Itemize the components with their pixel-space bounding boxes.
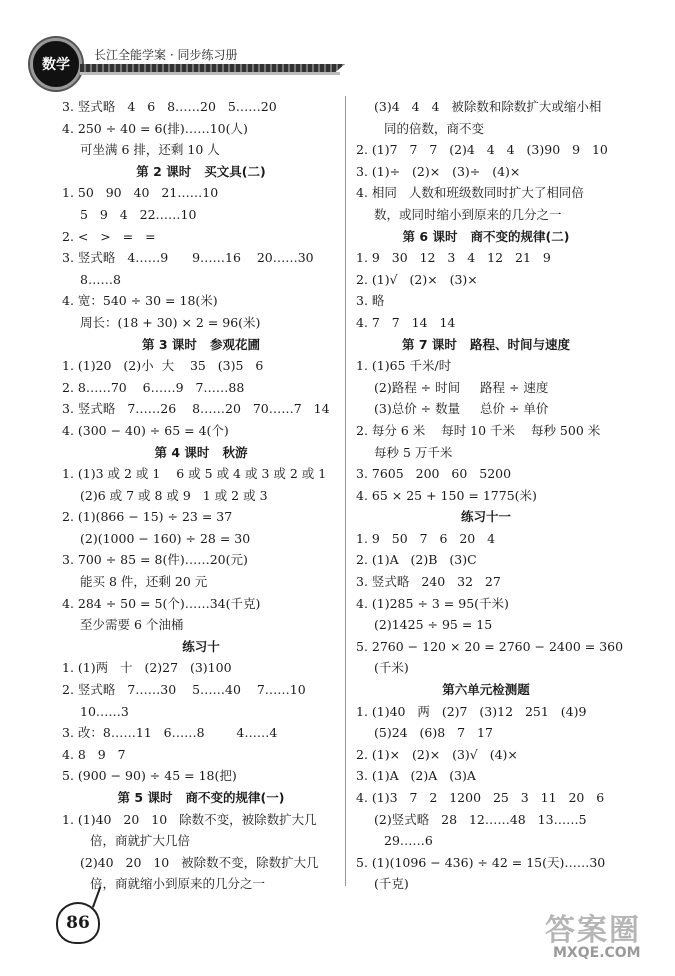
answer-line: 5. (1)(1096 − 436) ÷ 42 = 15(天)……30 bbox=[356, 854, 606, 870]
section-heading: 第 6 课时 商不变的规律(二) bbox=[402, 228, 570, 244]
answer-line: 3. 竖式略 240 32 27 bbox=[356, 574, 501, 590]
section-heading: 第 2 课时 买文具(二) bbox=[136, 163, 266, 179]
page-number: 86 bbox=[56, 902, 100, 944]
answer-line: (千米) bbox=[374, 660, 409, 676]
answer-line: 2. 竖式略 7……30 5……40 7……10 bbox=[62, 682, 306, 698]
answer-line: (2)路程 ÷ 时间 路程 ÷ 速度 bbox=[374, 379, 549, 395]
answer-line: 3. 竖式略 4 6 8……20 5……20 bbox=[62, 99, 277, 114]
answer-line: (2)(1000 − 160) ÷ 28 = 30 bbox=[80, 530, 251, 546]
answer-line: 3. 竖式略 7……26 8……20 70……7 14 bbox=[62, 401, 330, 417]
header-underline bbox=[80, 72, 340, 75]
page-header bbox=[0, 0, 675, 100]
answer-line: 8……8 bbox=[80, 271, 121, 287]
answer-line: 至少需要 6 个油桶 bbox=[80, 617, 184, 633]
answer-line: (2)竖式略 28 12……48 13……5 bbox=[374, 811, 587, 827]
answer-line: 同的倍数，商不变 bbox=[384, 120, 485, 136]
answer-line: 2. 8……70 6……9 7……88 bbox=[62, 379, 245, 395]
answer-line: 3. 700 ÷ 85 = 8(件)……20(元) bbox=[62, 552, 248, 568]
watermark bbox=[545, 905, 665, 965]
answer-line: 3. 改：8……11 6……8 4……4 bbox=[62, 725, 278, 741]
answer-line: 4. (1)3 7 2 1200 25 3 11 20 6 bbox=[356, 790, 605, 805]
section-heading: 第 4 课时 秋游 bbox=[154, 444, 248, 460]
answer-line: 倍，商就扩大几倍 bbox=[90, 833, 191, 849]
answer-line: 数，或同时缩小到原来的几分之一 bbox=[374, 206, 562, 222]
answer-line: 1. (1)40 两 (2)7 (3)12 251 (4)9 bbox=[356, 703, 587, 719]
answer-line: 1. 9 30 12 3 4 12 21 9 bbox=[356, 250, 551, 266]
answer-line: (千克) bbox=[374, 876, 409, 892]
section-heading: 第 5 课时 商不变的规律(一) bbox=[117, 790, 285, 805]
answer-line: 2. (1)7 7 7 (2)4 4 4 (3)90 9 10 bbox=[356, 142, 608, 158]
answer-line: (3)4 4 4 被除数和除数扩大或缩小相 bbox=[374, 99, 602, 114]
answer-line: (2)40 20 10 被除数不变，除数扩大几 bbox=[80, 854, 319, 870]
answer-line: 10……3 bbox=[80, 703, 129, 719]
subject-badge bbox=[30, 38, 82, 90]
answer-line: 1. (1)20 (2)小 大 35 (3)5 6 bbox=[62, 358, 264, 374]
answer-line: 5. (900 − 90) ÷ 45 = 18(把) bbox=[62, 768, 237, 784]
answer-line: 5. 2760 − 120 × 20 = 2760 − 2400 = 360 bbox=[356, 638, 624, 654]
answer-line: 1. 50 90 40 21……10 bbox=[62, 185, 219, 201]
answer-line: 4. 7 7 14 14 bbox=[356, 314, 456, 330]
answer-line: 1. 9 50 7 6 20 4 bbox=[356, 530, 496, 546]
answer-line: 2. < > = = bbox=[62, 228, 156, 244]
answer-line: (2)6 或 7 或 8 或 9 1 或 2 或 3 bbox=[80, 487, 268, 503]
section-heading: 第六单元检测题 bbox=[442, 682, 530, 698]
answer-line: 3. 7605 200 60 5200 bbox=[356, 466, 512, 482]
answer-line: 可坐满 6 排，还剩 10 人 bbox=[80, 142, 220, 158]
answer-line: 3. 竖式略 4……9 9……16 20……30 bbox=[62, 250, 314, 266]
answer-line: 4. 65 × 25 + 150 = 1775(米) bbox=[356, 487, 537, 503]
answer-line: 5 9 4 22……10 bbox=[80, 206, 197, 222]
answer-line: 29……6 bbox=[384, 833, 433, 849]
watermark-url: MXQE.COM bbox=[553, 945, 641, 961]
answer-line: (3)总价 ÷ 数量 总价 ÷ 单价 bbox=[374, 401, 549, 417]
answer-line: 2. (1)A (2)B (3)C bbox=[356, 552, 477, 568]
answer-line: 4. 8 9 7 bbox=[62, 746, 126, 762]
answer-line: 3. (1)÷ (2)× (3)÷ (4)× bbox=[356, 163, 521, 179]
subject-badge-label: 数学 bbox=[42, 57, 70, 73]
answer-line: 1. (1)65 千米/时 bbox=[356, 358, 452, 374]
answer-line: 4. 宽：540 ÷ 30 = 18(米) bbox=[62, 293, 218, 309]
answer-line: 倍，商就缩小到原来的几分之一 bbox=[90, 876, 266, 892]
answer-line: 4. (1)285 ÷ 3 = 95(千米) bbox=[356, 595, 509, 611]
answer-line: 周长：(18 + 30) × 2 = 96(米) bbox=[80, 314, 261, 330]
book-title: 长江全能学案 · 同步练习册 bbox=[94, 48, 238, 62]
answer-line: 1. (1)两 十 (2)27 (3)100 bbox=[62, 660, 232, 676]
answer-line: 2. 每分 6 米 每时 10 千米 每秒 500 米 bbox=[356, 422, 601, 438]
watermark-logo-text: 答案圈 bbox=[545, 913, 641, 948]
answer-line: 2. (1)(866 − 15) ÷ 23 = 37 bbox=[62, 509, 233, 525]
section-heading: 练习十一 bbox=[460, 509, 511, 525]
column-divider bbox=[345, 96, 346, 886]
answer-column-left bbox=[62, 96, 340, 895]
answer-column-right bbox=[356, 96, 624, 895]
section-heading: 练习十 bbox=[182, 638, 220, 654]
answer-line: 2. (1)√ (2)× (3)× bbox=[356, 271, 478, 287]
section-heading: 第 3 课时 参观花圃 bbox=[142, 336, 260, 352]
answer-line: 1. (1)3 或 2 或 1 6 或 5 或 4 或 3 或 2 或 1 bbox=[62, 466, 327, 482]
answer-line: 能买 8 件，还剩 20 元 bbox=[80, 574, 208, 590]
answer-line: (2)1425 ÷ 95 = 15 bbox=[374, 617, 493, 633]
answer-line: 3. 略 bbox=[356, 293, 385, 309]
answer-line: 4. 相同 人数和班级数同时扩大了相同倍 bbox=[356, 185, 584, 201]
section-heading: 第 7 课时 路程、时间与速度 bbox=[402, 336, 570, 352]
answer-line: 1. (1)40 20 10 除数不变，被除数扩大几 bbox=[62, 811, 317, 827]
answer-line: (5)24 (6)8 7 17 bbox=[374, 725, 493, 741]
answer-line: 3. (1)A (2)A (3)A bbox=[356, 768, 476, 784]
answer-line: 2. (1)× (2)× (3)√ (4)× bbox=[356, 746, 518, 762]
answer-line: 4. (300 − 40) ÷ 65 = 4(个) bbox=[62, 422, 229, 438]
answer-line: 4. 250 ÷ 40 = 6(排)……10(人) bbox=[62, 120, 248, 136]
answer-line: 每秒 5 万千米 bbox=[374, 444, 453, 460]
answer-line: 4. 284 ÷ 50 = 5(个)……34(千克) bbox=[62, 595, 261, 611]
